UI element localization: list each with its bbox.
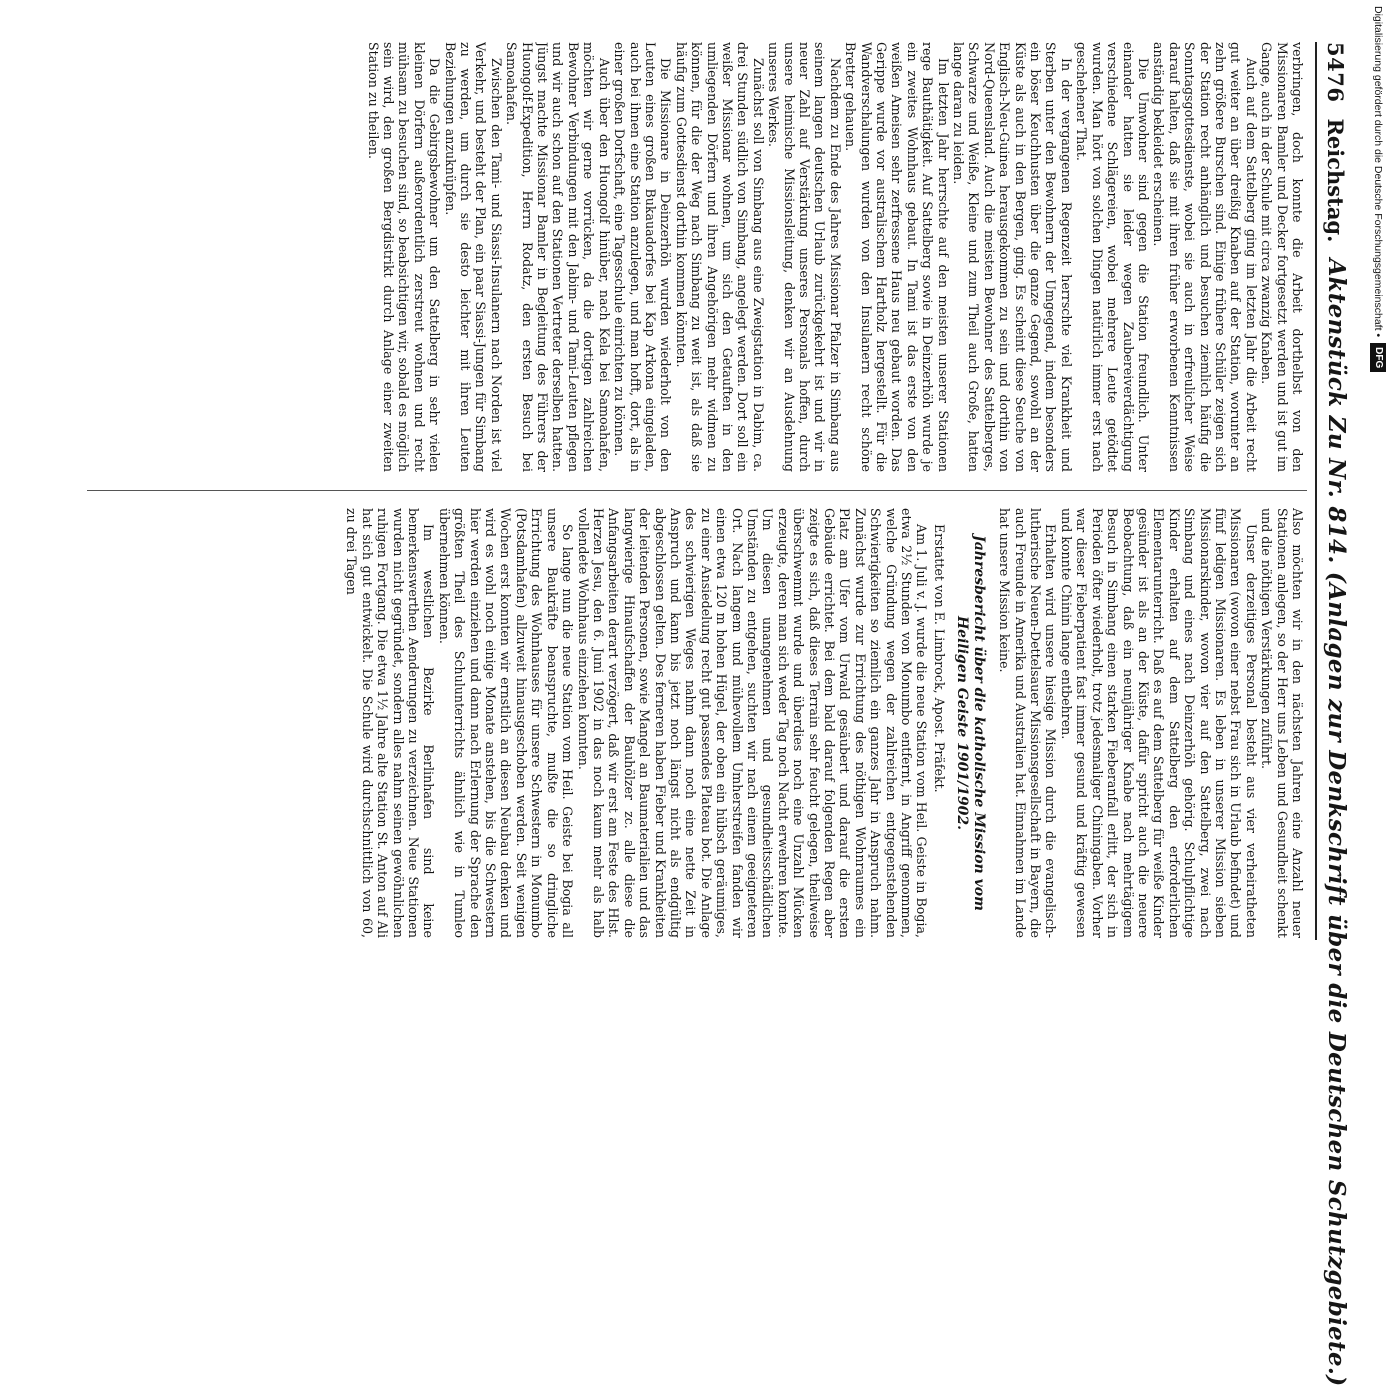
paragraph: Im westlichen Bezirke Berlinhafen sind keine bemerkenswerthen Aenderungen zu verzeichnen. Neue Stationen wurden nicht gegründet, sondern alles nahm seinen gewöhnlichen ruhigen Fortgang. Die etwa 1½ Jahre alte Station St. Anton auf Ali hat sich gut entwickelt. Die Schule wird durchschnittlich von 60, zu drei Tagen: [344, 508, 437, 938]
right-paragraphs-after: [344, 508, 929, 938]
paragraph: Zunächst soll von Simbang aus eine Zweigstation in Dabim, ca. drei Stunden südlich von Simbang, angelegt werden. Dort soll ein weißer Missionar wohnen, um sich den Getauften in den umliegenden Dörfern und ihren Angehörigen mehr widmen zu können, für die der Weg nach Simbang zu weit ist, als daß sie häufig zum Gottesdienst dorthin kommen könnten.: [673, 42, 766, 472]
paragraph: Zwischen den Tami- und Siassi-Insulanern nach Norden ist viel Verkehr, und besteht der Plan, ein paar Siassi-Jungen für Simbang zu werden, um durch sie desto leichter mit ihren Leuten Beziehungen anzuknüpfen.: [442, 42, 504, 472]
paragraph: Auch auf dem Sattelberg ging im letzten Jahr die Arbeit recht gut weiter an über dreißig Knaben auf der Station, worunter an zehn größere Burschen sind. Einige frühere Schüler zeigen sich der Station recht anhänglich und besuchen ziemlich häufig die Sonntagsgottesdienste, wobei sie auch in erfreulicher Weise darauf halten, daß sie mit ihren früher erworbenen Kenntnissen anständig bekleidet erscheinen.: [1151, 42, 1259, 472]
page-number: 5476: [1323, 42, 1348, 103]
paragraph: Also möchten wir in den nächsten Jahren eine Anzahl neuer Stationen anlegen, so der Herr uns Leben und Gesundheit schenkt und die nöthigen Verstärkungen zuführt.: [1259, 508, 1305, 938]
right-paragraphs-before: [997, 508, 1305, 938]
page-content: [81, 42, 1371, 1386]
paragraph: Am 1. Juli v. J. wurde die neue Station vom Heil. Geiste in Bogia, etwa 2½ Stunden von Monumbo entfernt, in Angriff genommen, welche Gründung wegen der zahlreichen entgegenstehenden Schwierigkeiten so ziemlich ein ganzes Jahr in Anspruch nahm. Zunächst wurde zur Errichtung des nöthigen Wohnraumes ein Platz am Ufer vom Urwald gesäubert und darauf die ersten Gebäude errichtet. Bei dem bald darauf folgenden Regen aber zeigte es sich, daß dieses Terrain sehr feucht gelegen, theilweise überschwemmt wurde und überdies noch eine Unzahl Mücken erzeugte, deren man sich weder Tag noch Nacht erwehren konnte. Um diesen unangenehmen und gesundheitsschädlichen Umständen zu entgehen, suchten wir nach einem geeigneteren Ort. Nach langem und mühevollem Umherstreifen fanden wir einen etwa 120 m hohen Hügel, der oben ein hübsch geräumiges, zu einer Ansiedelung recht gut passendes Plateau bot. Die Anlage des schwierigen Weges nahm dann noch eine nette Zeit in Anspruch und kann bis jetzt noch längst nicht als endgültig abgeschlossen gelten. Des ferneren haben Fieber und Krankheiten der leitenden Personen, sowie Mangel an Baumaterialien und das langwierige Hinaufschaffen der Bauhölzer zc. alle diese die Anfangsarbeiten derart verzögert, daß wir erst am Feste des Hlst. Herzen Jesu, den 6. Juni 1902 in das noch kaum mehr als halb vollendete Wohnhaus einziehen konnten.: [575, 508, 930, 938]
right-column: [83, 508, 1305, 938]
digitization-note: Digitalisierung gefördert durch die Deutsche Forschungsgemeinschaft •: [1372, 6, 1384, 338]
paragraph: verbringen, doch konnte die Arbeit dorthelbst von den Missionaren Bamler und Decker fortgesetzt werden und ist gut im Gange, auch in der Schule mit circa zwanzig Knaben.: [1259, 42, 1305, 472]
header-rule: [1315, 42, 1317, 940]
running-title: Reichstag.: [1323, 118, 1348, 243]
report-signature: Erstattet von E. Limbrock, Apost. Präfekt.: [931, 524, 947, 793]
paragraph: So lange nun die neue Station vom Heil. Geiste bei Bogia all unsere Baukräfte beanspruchte, mußte die so dringliche Errichtung des Wohnhauses für unsere Schwestern in Monumbo (Potsdamhafen) allzuweit hinausgeschoben werden. Seit wenigen Wochen erst konnten wir ernstlich an diesen Neubau denken und wird es wohl noch einige Monate anstehen, bis die Schwestern hier werden einziehen und dann nach Erlernung der Sprache den größten Theil des Schulunterrichts ähnlich wie in Tumleo übernehmen können.: [436, 508, 576, 938]
section-heading: Jahresbericht über die katholische Mission vom Heiligen Geiste 1901/1902.: [953, 535, 987, 911]
left-column: [83, 42, 1305, 472]
paragraph: Auch über den Huongolf hinüber, nach Kela bei Samoahafen, möchten wir gerne vorrücken, da die dortigen zahlreichen Bewohner Verbindungen mit den Jabim- und Tami-Leuten pflegen und wir auch schon auf den Stationen Vertreter derselben hatten. Jüngst machte Missionar Bamler in Begleitung des Führers der Huongolf-Expedition, Herrn Rodatz, den ersten Besuch bei Samoahafen.: [504, 42, 612, 472]
paragraph: Im letzten Jahr herrschte auf den meisten unserer Stationen rege Bauthätigkeit. Auf Sattelberg sowie in Deinzerhöh wurde je ein zweites Wohnhaus gebaut. In Tami ist das erste von den weißen Ameisen sehr zerfressene Haus neu gebaut worden. Das Gerippe wurde vor australischem Hartholz hergestellt. Für die Wandverschalungen wurden von den Insulanern recht schöne Bretter gehauen.: [843, 42, 951, 472]
paragraph: Erhalten wird unsere hiesige Mission durch die evangelisch-lutherische Neuen-Dettelsauer Missionsgesellschaft in Bayern, die auch Freunde in Amerika und Australien hat. Einnahmen im Lande hat unsere Mission keine.: [997, 508, 1059, 938]
column-divider: [87, 490, 1307, 491]
page-header: [1323, 42, 1371, 1386]
paragraph: Die Umwohner sind gegen die Station freundlich. Unter einander hatten sie leider wegen Zaubereiverdächtigung verschiedene Schlägereien, wobei mehrere Leute getödtet wurden. Man hört von solchen Dingen natürlich immer erst nach geschehener That.: [1074, 42, 1151, 472]
paragraph: Nachdem zu Ende des Jahres Missionar Pfalzer in Simbang aus seinem langen deutschen Urlaub zurückgekehrt ist und wir in neuer Zahl auf Verstärkung unseres Personals hoffen, durch unsere heimische Missionsleitung, denken wir an Ausdehnung unseres Werkes.: [766, 42, 843, 472]
page-title: Aktenstück Zu Nr. 814. (Anlagen zur Denkschrift über die Deutschen Schutzgebiete.): [1323, 258, 1350, 1386]
digitization-stamp: [1367, 6, 1389, 994]
dfg-logo: DFG: [1370, 343, 1386, 372]
paragraph: Die Missionare in Deinzerhöh wurden wiederholt von den Leuten eines großen Bukauadorfes bei Kap Arkona eingeladen, auch bei ihnen eine Station anzulegen, und man hofft, dort, als in einer großen Dorfschaft, eine Tagesschule einrichten zu können.: [612, 42, 674, 472]
paragraph: Da die Gebirgsbewohner um den Sattelberg in sehr vielen kleinen Dörfern außerordentlich zerstreut wohnen und recht mühsam zu besuchen sind, so beabsichtigen wir, sobald es möglich sein wird, den großen Bergdistrikt durch Anlage einer zweiten Station zu theilen.: [365, 42, 443, 472]
paragraph: In der vergangenen Regenzeit herrschte viel Krankheit und Sterben unter den Bewohnern der Umgegend, indem besonders ein böser Keuchhusten über die ganze Gegend, sowohl an der Küste als auch in den Bergen, ging. Es scheint diese Seuche von Englisch-Neu-Guinea herausgekommen zu sein und dorthin von Nord-Queensland. Auch die meisten Bewohner des Sattelberges, Schwarze und Weiße, Kleine und zum Theil auch Große, hatten lange daran zu leiden.: [951, 42, 1074, 472]
paragraph: Unser derzeitiges Personal besteht aus vier verheiratheten Missionaren (wovon einer nebst Frau sich in Urlaub befindet) und fünf ledigen Missionaren. Es leben in unserer Mission sieben Missionarskinder, wovon vier auf den Sattelberg, zwei nach Simbang und eines nach Deinzerhöh gehörig. Schulpflichtige Kinder erhalten auf dem Sattelberg den erforderlichen Elementarunterricht. Daß es auf dem Sattelberg für weiße Kinder gesünder ist als an der Küste, dafür spricht auch die neuere Beobachtung, daß ein neunjähriger Knabe nach mehrtägigem Besuch in Simbang einen starken Fieberanfall erlitt, der sich in Perioden öfter wiederholt, trotz jedesmaliger Chiningaben. Vorher war dieser Fieberpatient fast immer gesund und kräftig gewesen und konnte Chinin lange entbehren.: [1058, 508, 1259, 938]
